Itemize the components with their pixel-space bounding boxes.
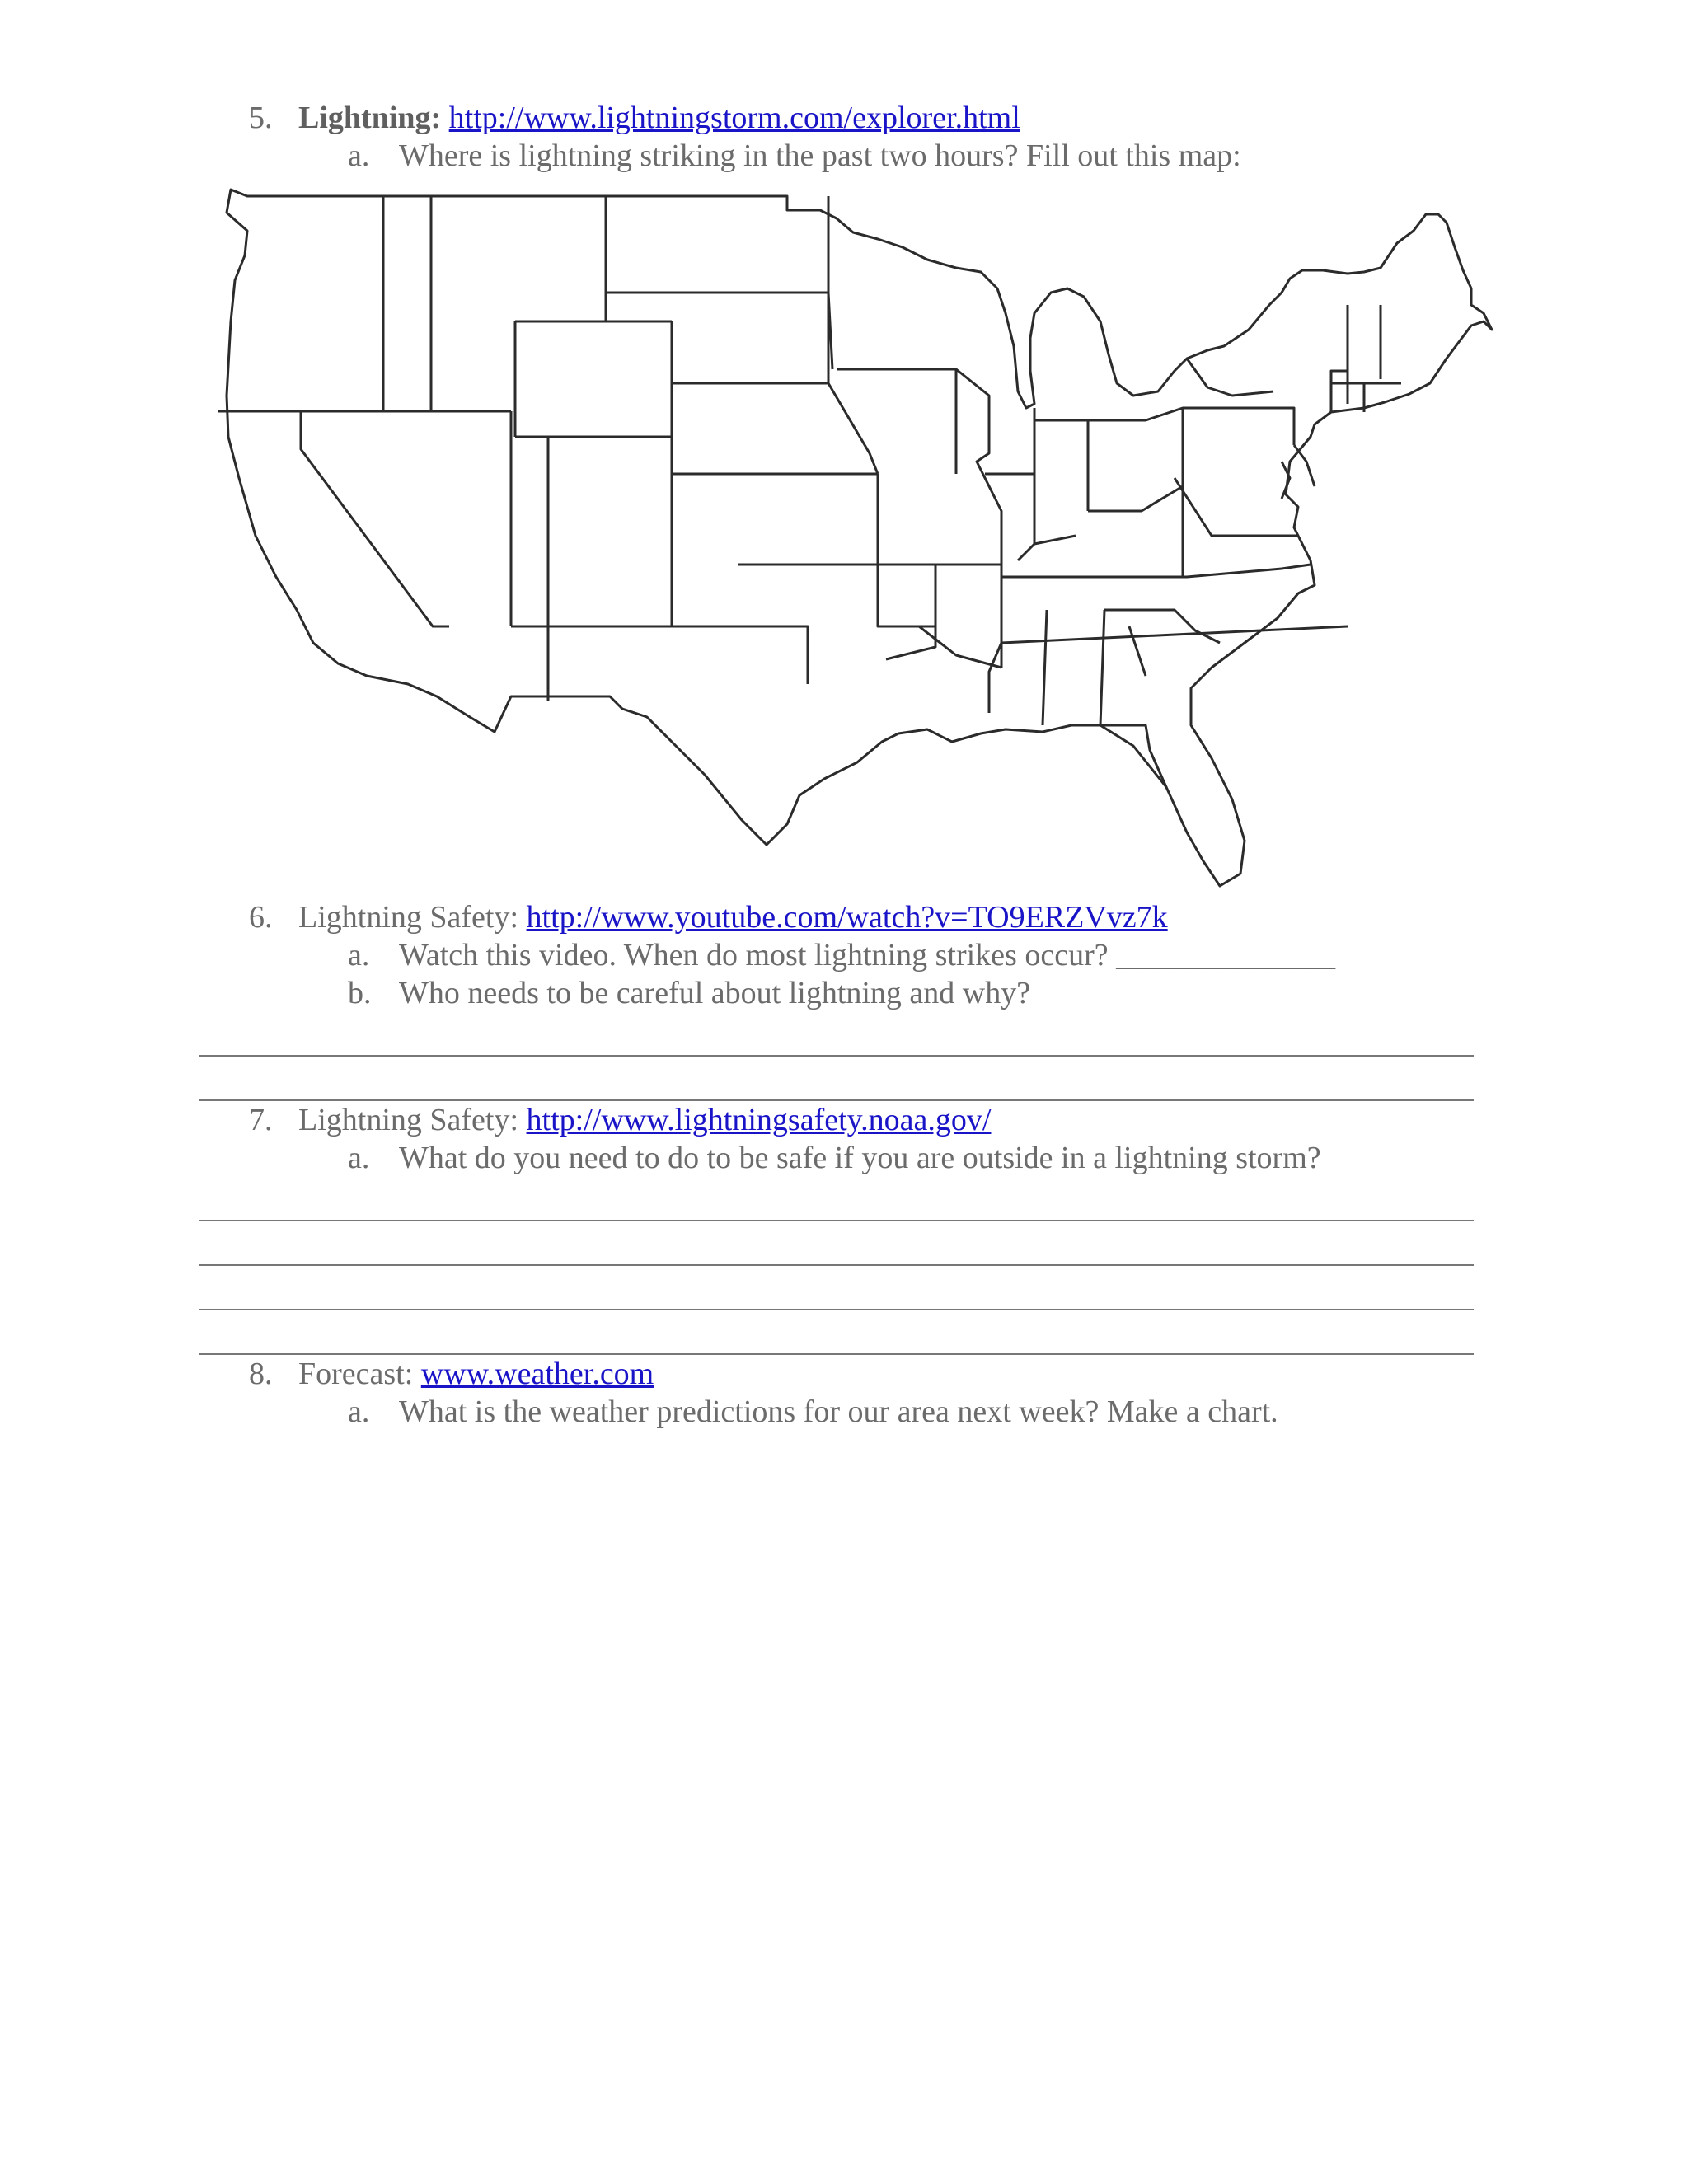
q7-number: 7.: [249, 1103, 273, 1137]
q7-link[interactable]: http://www.lightningsafety.noaa.gov/: [526, 1103, 992, 1137]
answer-line[interactable]: [199, 1220, 1474, 1221]
q8-a-marker: a.: [348, 1394, 370, 1429]
answer-line[interactable]: [199, 1055, 1474, 1057]
q8-link[interactable]: www.weather.com: [420, 1357, 654, 1391]
q5-a-text: Where is lightning striking in the past two hours? Fill out this map:: [399, 138, 1241, 173]
q7-label: [298, 1101, 991, 1139]
answer-line[interactable]: [199, 1264, 1474, 1266]
q6-label-text: Lightning Safety:: [298, 900, 519, 935]
q6-link[interactable]: http://www.youtube.com/watch?v=TO9ERZVvz7k: [526, 900, 1168, 935]
q8-label: [298, 1355, 654, 1393]
q7-a-text: What do you need to do to be safe if you are outside in a lightning storm?: [399, 1141, 1321, 1175]
q6-number: 6.: [249, 900, 273, 935]
us-outline: [227, 190, 1492, 886]
answer-line[interactable]: [199, 1309, 1474, 1310]
q5-number: 5.: [249, 101, 273, 135]
q5-a-marker: a.: [348, 138, 370, 173]
q7-a-marker: a.: [348, 1141, 370, 1175]
q8-number: 8.: [249, 1357, 273, 1391]
q6-label: [298, 898, 1168, 936]
q8-a-text: What is the weather predictions for our area next week? Make a chart.: [399, 1394, 1278, 1429]
q6-b-text: Who needs to be careful about lightning and why?: [399, 976, 1031, 1010]
q6-a-marker: a.: [348, 938, 370, 972]
q5-label-text: Lightning:: [298, 101, 442, 135]
q5-label: [298, 99, 1020, 137]
q6-a-text: Watch this video. When do most lightning strikes occur? ______________: [399, 938, 1336, 972]
us-states-map: [210, 181, 1496, 890]
q5-link[interactable]: http://www.lightningstorm.com/explorer.html: [448, 101, 1020, 135]
q7-label-text: Lightning Safety:: [298, 1103, 519, 1137]
q6-b-marker: b.: [348, 976, 372, 1010]
q8-label-text: Forecast:: [298, 1357, 414, 1391]
